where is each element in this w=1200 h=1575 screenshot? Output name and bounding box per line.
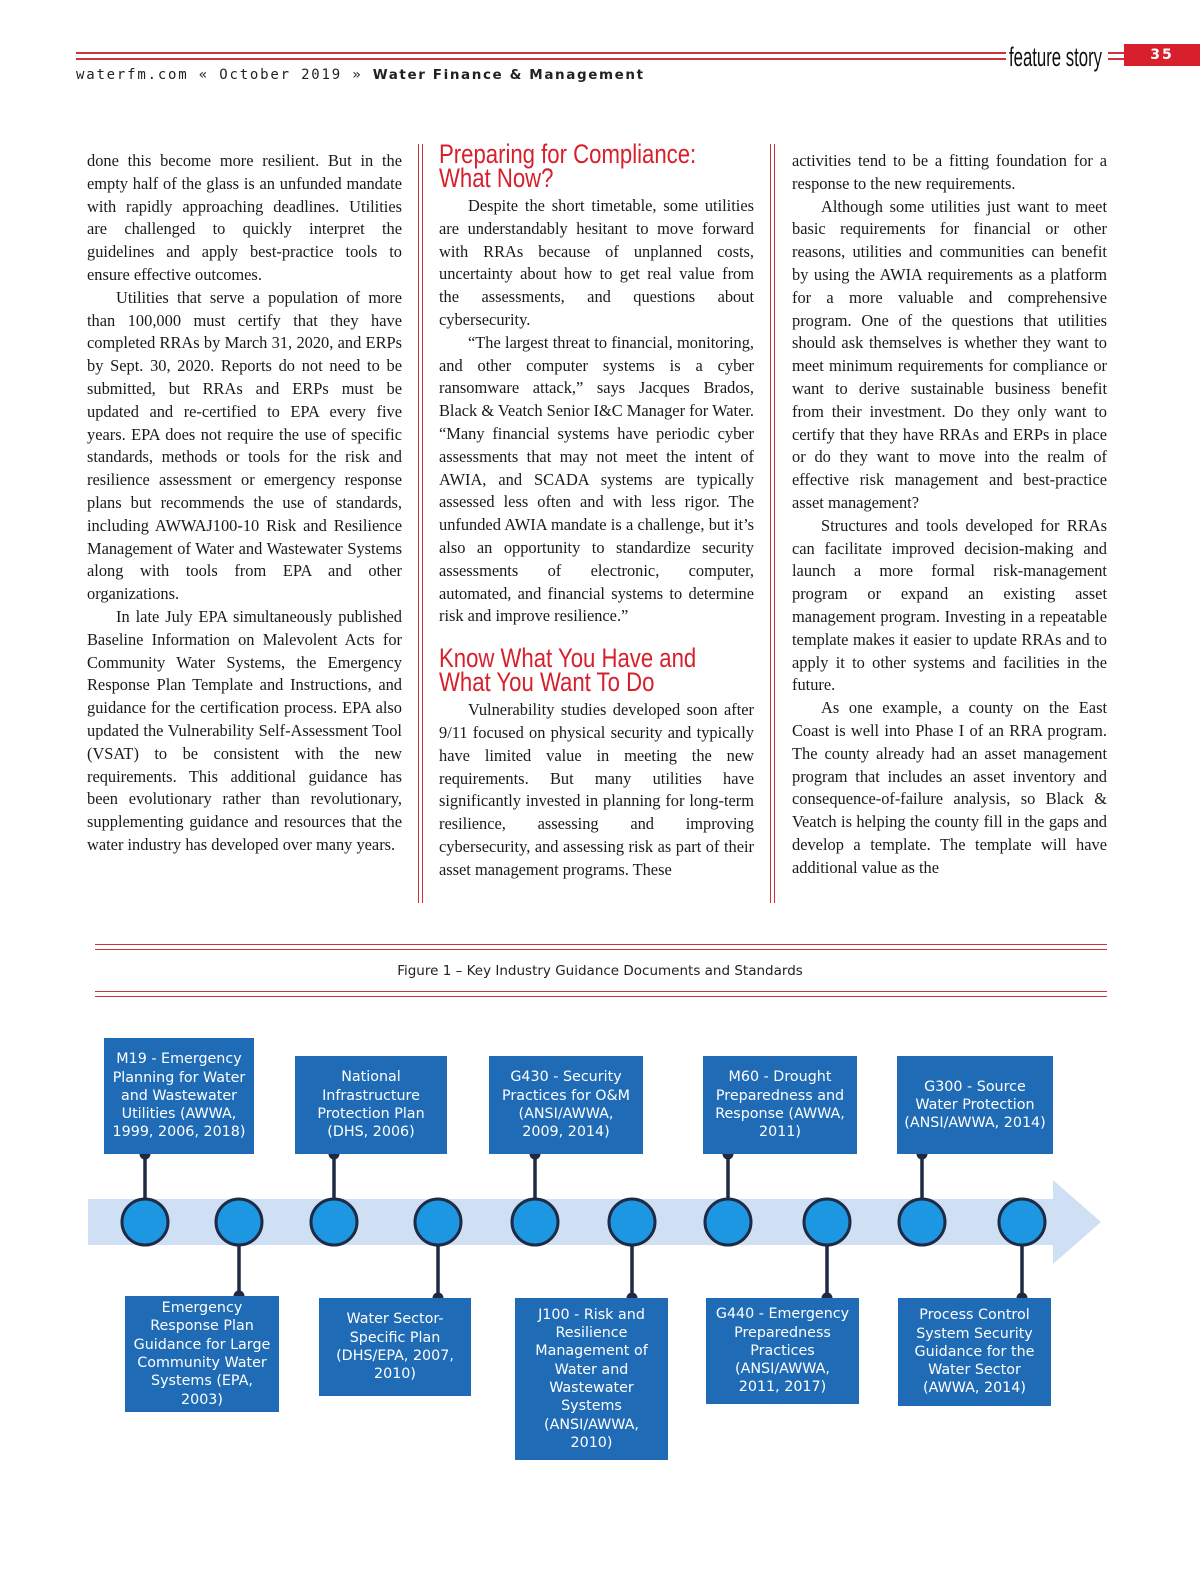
section-label: feature story [1009, 42, 1103, 72]
timeline-box-bottom [706, 1298, 859, 1404]
timeline-node [705, 1199, 751, 1245]
timeline-box-label: Water Sector- Specific Plan (DHS/EPA, 2007, 2010) [336, 1311, 454, 1383]
header-separator: » [352, 67, 363, 83]
timeline-box-label: Emergency Response Plan Guidance for Large Community Water Systems (EPA, 2003) [133, 1300, 271, 1408]
timeline-box-bottom [515, 1298, 668, 1460]
page-number: 35 [1124, 44, 1200, 66]
timeline-node [415, 1199, 461, 1245]
body-paragraph: Although some utilities just want to meet basic requirements for financial or other reasons, utilities and communities can benefit by using the AWIA requirements as a platform for a more valuable and comprehensive program. One of the questions that utilities should ask themselves is whether they want to meet minimum requirements for compliance or want to derive sustainable business benefit from their investment. Do they only want to certify that they have RRAs and ERPs in place or do they want to move into the realm of effective risk management and best-practice asset management? [792, 196, 1107, 512]
subheading-line: Know What You Have and [439, 643, 697, 674]
timeline-box-label: M60 - Drought Preparedness and Response (AWWA, 2011) [715, 1069, 845, 1141]
timeline-box-bottom [125, 1296, 279, 1412]
timeline-box-label: National Infrastructure Protection Plan (DHS, 2006) [317, 1069, 425, 1141]
timeline-box-top [295, 1056, 447, 1154]
subheading-line: What You Want To Do [439, 666, 655, 697]
timeline-box-label: G430 - Security Practices for O&M (ANSI/AWWA, 2009, 2014) [501, 1069, 631, 1141]
timeline-node [899, 1199, 945, 1245]
body-paragraph: Despite the short timetable, some utilities are understandably hesitant to move forward with RRAs because of unplanned costs, uncertainty about how to get real value from the assessments, and questions about cybersecurity. [439, 196, 754, 329]
timeline-box-top [489, 1056, 643, 1154]
timeline-box-label: M19 - Emergency Planning for Water and Wastewater Utilities (AWWA, 1999, 2006, 2018) [112, 1051, 246, 1141]
magazine-name: Water Finance & Management [372, 67, 645, 83]
body-paragraph: done this become more resilient. But in the empty half of the glass is an unfunded mandate with rapidly approaching deadlines. Utilities are challenged to quickly interpret the guidelines and apply best-practice tools to ensure effective outcomes. [87, 151, 402, 284]
body-paragraph: “The largest threat to financial, monitoring, and other computer systems is a cyber ransomware attack,” says Jacques Brados, Black & Veatch Senior I&C Manager for Water. “Many financial systems have periodic cyber assessments that may not meet the intent of AWIA, and SCADA systems are typically assessed less often and with less rigor. The unfunded AWIA mandate is a challenge, but it’s also an opportunity to standardize security assessments of electronic, computer, automated, and financial systems to determine risk and improve resilience.” [439, 332, 754, 626]
issue-date: October 2019 [219, 67, 342, 83]
subheading-line: What Now? [439, 162, 554, 193]
timeline-box-label: G300 - Source Water Protection (ANSI/AWWA, 2014) [904, 1078, 1046, 1132]
body-paragraph: In late July EPA simultaneously published Baseline Information on Malevolent Acts for Community Water Systems, the Emergency Response Plan Template and Instructions, and guidance for the certification process. EPA also updated the Vulnerability Self-Assessment Tool (VSAT) to be consistent with the new requirements. This additional guidance has been evolutionary rather than revolutionary, supplementing guidance and resources that the water industry has developed over many years. [87, 606, 402, 854]
body-paragraph: activities tend to be a fitting foundation for a response to the new requirements. [792, 151, 1107, 193]
timeline-box-label: J100 - Risk and Resilience Management of Water and Wastewater Systems (ANSI/AWWA, 2010) [535, 1306, 648, 1451]
timeline-box-top [897, 1056, 1053, 1154]
site-url: waterfm.com [76, 67, 189, 83]
timeline-box-bottom [319, 1298, 471, 1396]
subheading-line: Preparing for Compliance: [439, 139, 697, 169]
timeline-node [122, 1199, 168, 1245]
figure-caption: Figure 1 – Key Industry Guidance Documents and Standards [397, 963, 803, 979]
timeline-node [216, 1199, 262, 1245]
body-paragraph: Utilities that serve a population of more than 100,000 must certify that they have completed RRAs by March 31, 2020, and ERPs by Sept. 30, 2020. Reports do not need to be submitted, but RRAs and ERPs must be updated and re-certified to EPA every five years. EPA does not require the use of specific standards, methods or tools for the risk and resilience assessment or emergency response plans but recommends the use of standards, including AWWAJ100-10 Risk and Resilience Management of Water and Wastewater Systems along with tools from EPA and other organizations. [87, 287, 402, 604]
timeline-box-top [104, 1038, 254, 1154]
timeline-box-label: G440 - Emergency Preparedness Practices (ANSI/AWWA, 2011, 2017) [715, 1306, 850, 1396]
timeline-box-label: Process Control System Security Guidance for the Water Sector (AWWA, 2014) [914, 1307, 1035, 1397]
timeline-node [999, 1199, 1045, 1245]
header-separator: « [198, 67, 209, 83]
timeline-node [804, 1199, 850, 1245]
timeline-node [609, 1199, 655, 1245]
body-paragraph: As one example, a county on the East Coast is well into Phase I of an RRA program. The county already had an asset management program that includes an asset inventory and consequence-of-failure analysis, so Black & Veatch is helping the county fill in the gaps and develop a template. The template will have additional value as the [792, 698, 1107, 877]
body-paragraph: Vulnerability studies developed soon after 9/11 focused on physical security and typically have limited value in meeting the new requirements. But many utilities have significantly invested in planning for long-term resilience, assessing and improving cybersecurity, and assessing risk as part of their asset management programs. These [439, 700, 754, 879]
timeline-node [311, 1199, 357, 1245]
timeline-box-bottom [898, 1298, 1051, 1406]
timeline-box-top [703, 1056, 857, 1154]
body-paragraph: Structures and tools developed for RRAs can facilitate improved decision-making and launch a more formal risk-management program or expand an existing asset management program. Investing in a repeatable template makes it easier to update RRAs and to apply it to other systems and facilities in the future. [792, 515, 1107, 695]
timeline-node [512, 1199, 558, 1245]
